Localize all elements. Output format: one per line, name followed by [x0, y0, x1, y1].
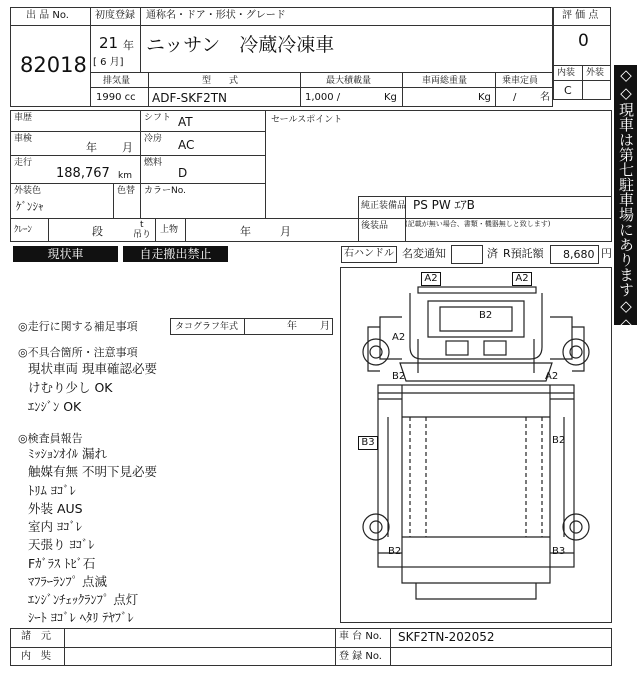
score-value: 0: [578, 31, 589, 51]
mark-a2-right: A2: [545, 371, 559, 382]
footer-spec-label: 諸 元: [21, 631, 51, 642]
model: ADF-SKF2TN: [152, 91, 228, 105]
side-notice: ◇◇現車は第七駐車場にあります◇◇: [617, 66, 635, 333]
defect-item: けむり少し OK: [28, 380, 113, 395]
name-change-label: 名変通知: [402, 247, 446, 260]
upper-month: 月: [280, 225, 291, 238]
mark-a2-top-right: A2: [512, 272, 532, 286]
crane-label: ｸﾚｰﾝ: [14, 225, 33, 235]
defects-heading: ◎不具合箇所・注意事項: [18, 346, 138, 359]
reg-year: 21: [99, 34, 119, 52]
equipment-value: PS PW ｴｱB: [413, 198, 475, 212]
upper-year: 年: [240, 225, 251, 238]
ac-label: 冷房: [144, 134, 163, 144]
color-label: 外装色: [14, 186, 42, 196]
inspector-heading: ◎検査員報告: [18, 432, 83, 445]
inspector-item: 外装 AUS: [28, 501, 83, 516]
reg-month: [ 6 月]: [93, 57, 124, 68]
inspector-item: 室内 ﾖｺﾞﾚ: [28, 519, 82, 534]
damage-diagram: [340, 267, 612, 623]
chassis-label: 車 台 No.: [339, 631, 382, 642]
fuel-value: D: [178, 166, 188, 180]
sales-point-label: セールスポイント: [271, 115, 343, 125]
interior-grade: C: [564, 84, 572, 97]
drive-heading: ◎走行に関する補足事項: [18, 320, 138, 333]
recycle-value: 8,680: [563, 248, 595, 261]
mark-a2-left: A2: [392, 332, 406, 343]
chassis-number: SKF2TN-202052: [398, 630, 495, 644]
aftermarket-label: 後装品: [361, 221, 389, 231]
gross-weight-unit: Kg: [478, 92, 491, 103]
inspector-item: ﾄﾘﾑ ﾖｺﾞﾚ: [28, 483, 76, 498]
first-reg-label: 初度登録: [95, 10, 135, 21]
inspector-item: 天張り ﾖｺﾞﾚ: [28, 537, 95, 552]
inspector-item: ｴﾝｼﾞﾝﾁｪｯｸﾗﾝﾌﾟ 点灯: [28, 592, 139, 607]
equipment-label: 純正装備品: [361, 201, 407, 211]
inspector-item: ﾐｯｼｮﾝｵｲﾙ 漏れ: [28, 446, 107, 461]
name-change-box: [451, 245, 483, 264]
mileage-label: 走行: [14, 158, 33, 168]
gross-weight-label: 車両総重量: [422, 76, 468, 86]
mileage-unit: km: [118, 171, 132, 181]
crane-steps: 段: [92, 225, 103, 238]
truck-outline-icon: [340, 267, 612, 623]
mileage: 188,767: [56, 166, 110, 181]
mark-a2-top-left: A2: [421, 272, 441, 286]
mark-b2-mid-right: B2: [552, 435, 566, 446]
mark-b2-bottom-left: B2: [388, 546, 402, 557]
upper-label: 上物: [160, 225, 179, 235]
displacement-label: 排気量: [103, 76, 131, 86]
mark-b3-bottom-right: B3: [552, 546, 566, 557]
inspector-item: 触媒有無 不明下見必要: [28, 464, 157, 479]
recycle-prefix: 済: [487, 247, 498, 260]
car-name-label: 通称名・ドア・形状・グレード: [146, 10, 286, 21]
current-condition-banner: 現状車: [13, 246, 118, 262]
registration-label: 登 録 No.: [339, 651, 382, 662]
capacity: /: [513, 92, 517, 103]
inspection-label: 車検: [14, 134, 33, 144]
handle-value: 右ハンドル: [344, 248, 394, 259]
color-value: ｹﾞﾝｼｬ: [16, 200, 44, 213]
footer-interior-label: 内 奘: [21, 651, 51, 662]
lot-number: 82018: [20, 53, 87, 77]
tacho-year: 年: [287, 321, 297, 332]
exterior-label: 外装: [586, 68, 605, 78]
defect-item: 現状車両 現車確認必要: [28, 361, 157, 376]
fuel-label: 燃料: [144, 158, 163, 168]
ac-value: AC: [178, 138, 195, 152]
max-load: 1,000 /: [305, 92, 341, 103]
aftermarket-note: (記載が無い場合、書類・機器無しと致します): [405, 220, 551, 228]
reg-year-unit: 年: [123, 39, 134, 52]
mark-b3-left: B3: [358, 436, 378, 450]
color-number-label: カラーNo.: [144, 186, 186, 196]
defect-item: ｴﾝｼﾞﾝ OK: [28, 399, 82, 414]
max-load-unit: Kg: [384, 92, 397, 103]
lot-label: 出 品 No.: [26, 10, 69, 21]
interior-label: 内装: [557, 68, 576, 78]
inspection-year: 年: [86, 141, 97, 154]
tacho-label: タコグラフ年式: [175, 322, 239, 332]
mark-b2-left: B2: [392, 371, 406, 382]
inspector-item: Fｶﾞﾗｽ ﾄﾋﾞ石: [28, 556, 96, 571]
displacement: 1990 cc: [96, 92, 136, 103]
history-label: 車歴: [14, 113, 33, 123]
recycle-label: R預託額: [503, 247, 544, 260]
model-label: 型 式: [202, 76, 239, 86]
max-load-label: 最大積載量: [326, 76, 372, 86]
capacity-label: 乗車定員: [502, 76, 539, 86]
capacity-unit: 名: [540, 92, 550, 103]
score-label: 評 価 点: [562, 10, 599, 21]
shift-value: AT: [178, 115, 193, 129]
color-change-label: 色替: [117, 186, 136, 196]
crane-tons-bottom: 吊り: [133, 230, 152, 240]
crane-tons-top: t: [140, 220, 144, 230]
shift-label: シフト: [144, 113, 172, 123]
inspector-item: ｼｰﾄ ﾖｺﾞﾚ ﾍﾀﾘ ﾃﾔﾌﾞﾚ: [28, 610, 134, 625]
tacho-month: 月: [320, 321, 330, 332]
inspection-month: 月: [122, 141, 133, 154]
mark-b2-cab: B2: [479, 310, 493, 321]
recycle-unit: 円: [601, 247, 612, 260]
inspector-item: ﾏﾌﾗｰﾗﾝﾌﾟ 点滅: [28, 574, 107, 589]
no-self-drive-banner: 自走搬出禁止: [123, 246, 228, 262]
car-name: ニッサン 冷蔵冷凍車: [146, 34, 335, 56]
